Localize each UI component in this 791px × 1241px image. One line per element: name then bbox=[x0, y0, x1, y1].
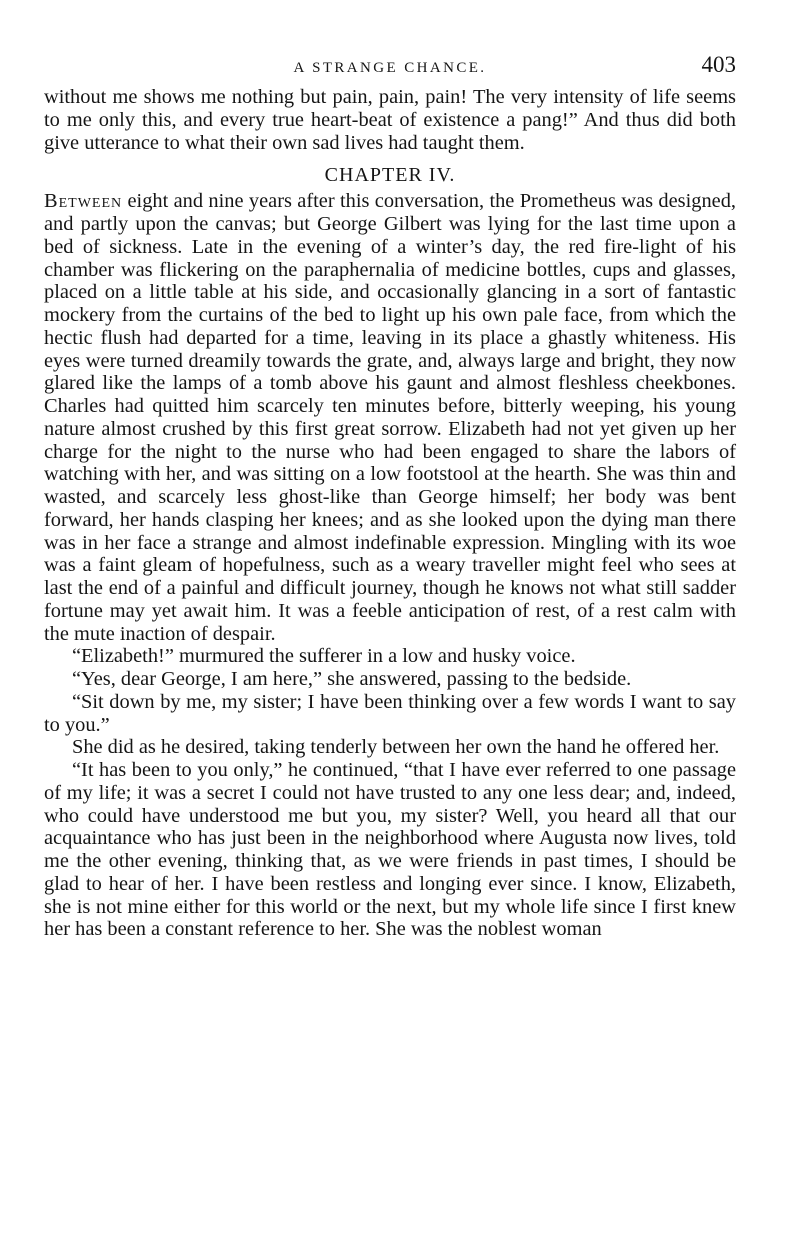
chapter-heading: CHAPTER IV. bbox=[324, 164, 456, 187]
paragraph-dialogue-2: “Yes, dear George, I am here,” she answered, passing to the bedside. bbox=[72, 668, 632, 690]
paragraph-chapter-opening-text: eight and nine years after this conversation, the Prometheus was designed, and partly upon the canvas; but George Gilbert was lying for the last time upon a bed of sickness. Late in the evening of a winter’s day, the red fire-light of his chamber was flickering on the paraphernalia of medicine bottles, cups and glasses, placed on a little table at his side, and occasionally glancing in a sort of fantastic mockery from the curtains of the bed to light up his own pale face, from which the hectic flush had departed for a time, leaving in its place a ghastly whiteness. His eyes were turned dreamily towards the grate, and, always large and bright, they now glared like the lamps of a tomb above his gaunt and almost fleshless cheekbones. Charles had quitted him scarcely ten minutes before, bitterly weeping, his young nature almost crushed by this first great sorrow. Elizabeth had not yet given up her charge for the night to the nurse who had been engaged to share the labors of watching with her, and was sitting on a low footstool at the hearth. She was thin and wasted, and scarcely less ghost-like than George himself; her body was bent forward, her hands clasping her knees; and as she looked upon the dying man there was in her face a strange and almost indefinable expression. Mingling with its woe was a faint gleam of hopefulness, such as a weary traveller might feel who sees at last the end of a painful and difficult journey, though he knows not what still sadder fortune may yet await him. It was a feeble anticipation of rest, of a rest calm with the mute inaction of despair. bbox=[44, 190, 736, 645]
running-head: A STRANGE CHANCE. bbox=[293, 60, 487, 76]
body-text bbox=[44, 86, 736, 941]
paragraph-dialogue-3: “Sit down by me, my sister; I have been thinking over a few words I want to say to you.” bbox=[44, 690, 736, 736]
paragraph-continuation: without me shows me nothing but pain, pain, pain! The very intensity of life seems to me only this, and every true heart-beat of existence a pang!” And thus did both give utterance to what their own sad lives had taught them. bbox=[44, 86, 736, 154]
paragraph-dialogue-4: “It has been to you only,” he continued, “that I have ever referred to one passage of my life; it was a secret I could not have trusted to any one less dear; and, indeed, who could have understood me but you, my sister? Well, you heard all that our acquaintance who has just been in the neighborhood where Augusta now lives, told me the other evening, thinking that, as we were friends in past times, I should be glad to hear of her. I have been restless and longing ever since. I know, Elizabeth, she is not mine either for this world or the next, but my whole life since I first knew her has been a constant reference to her. She was the noblest woman bbox=[44, 759, 736, 941]
book-page bbox=[44, 52, 736, 941]
paragraph-chapter-opening bbox=[44, 190, 736, 645]
paragraph-dialogue-1: “Elizabeth!” murmured the sufferer in a low and husky voice. bbox=[72, 645, 576, 668]
paragraph-narration: She did as he desired, taking tenderly between her own the hand he offered her. bbox=[72, 736, 720, 759]
chapter-lead-word: Between bbox=[44, 190, 123, 213]
page-header bbox=[44, 52, 736, 86]
page-number: 403 bbox=[701, 52, 736, 77]
